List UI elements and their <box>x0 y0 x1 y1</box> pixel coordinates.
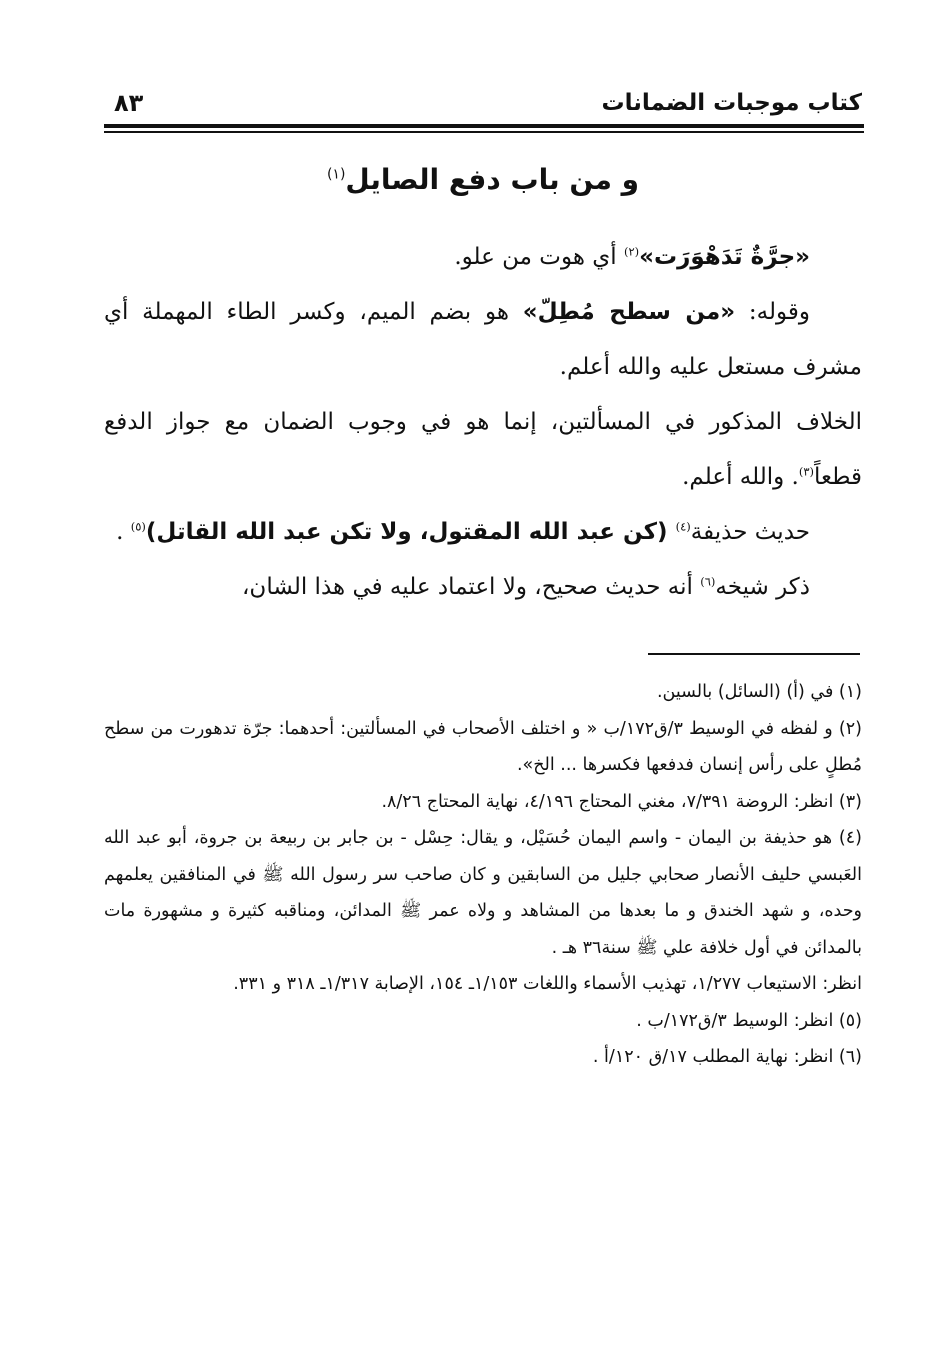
paragraph <box>104 560 862 615</box>
running-title: كتاب موجبات الضمانات <box>601 90 862 116</box>
footnote-ref: (١) <box>326 166 346 183</box>
chapter-title <box>104 158 862 202</box>
header-rule-thin <box>104 131 864 133</box>
hadith-quote: (كن عبد الله المقتول، ولا تكن عبد الله القاتل) <box>145 519 676 545</box>
page-header <box>104 86 862 126</box>
paragraph <box>104 505 862 560</box>
footnote-ref: (٥) <box>130 519 146 534</box>
footnote: (٣) انظر: الروضة ٧/٣٩١، مغني المحتاج ٤/١٩٦، نهاية المحتاج ٨/٢٦. <box>381 791 862 812</box>
footnote: (٢) و لفظه في الوسيط ٣/ق١٧٢/ب « و اختلف الأصحاب في المسألتين: أحدهما: جرّة تدهورت من سطح مُطلٍ على رأس إنسان فدفعها فكسرها ... الخ». <box>104 718 862 775</box>
paragraph-text: الخلاف المذكور في المسألتين، إنما هو في وجوب الضمان مع جواز الدفع قطعاً <box>104 409 862 490</box>
quoted-term: «من سطح مُطِلّ» <box>522 299 736 325</box>
footnote-ref: (٤) <box>675 519 691 534</box>
footnote-ref: (٦) <box>700 574 716 589</box>
paragraph-tail: . <box>116 519 131 545</box>
footnotes <box>104 674 862 1076</box>
paragraph <box>104 230 862 285</box>
paragraph-lead: ذكر شيخه <box>715 574 810 600</box>
footnote-sources: انظر: الاستيعاب ١/٢٧٧، تهذيب الأسماء واللغات ١/١٥٣ـ ١٥٤، الإصابة ١/٣١٧ـ ٣١٨ و ٣٣١. <box>233 974 862 994</box>
footnote-separator <box>648 653 860 655</box>
footnote: (١) في (أ) (السائل) بالسين. <box>656 682 862 702</box>
quoted-term: «جرَّةٌ تَدَهْوَرَت» <box>639 244 810 270</box>
paragraph-text: أنه حديث صحيح، ولا اعتماد عليه في هذا الشان، <box>242 574 701 600</box>
footnote: (٦) انظر: نهاية المطلب ١٧/ق ١٢٠/أ . <box>592 1047 862 1067</box>
paragraph-tail: . والله أعلم. <box>682 464 799 490</box>
chapter-title-text: و من باب دفع الصايل <box>345 163 640 196</box>
paragraph-text: هو بضم الميم، وكسر الطاء المهملة أي مشرف مستعل عليه والله أعلم. <box>104 299 862 380</box>
paragraph <box>104 285 862 395</box>
paragraph <box>104 395 862 505</box>
header-rule-thick <box>104 124 864 128</box>
main-text <box>104 230 862 615</box>
footnote-ref: (٢) <box>623 244 640 259</box>
footnote: (٤) هو حذيفة بن اليمان - واسم اليمان حُسَيْل، و يقال: حِسْل - بن جابر بن ربيعة بن جروة، أبو عبد الله العَبسي حليف الأنصار صحابي جليل من السابقين و كان صاحب سر رسول الله ﷺ في المنافقين يعلمهم وحده، و شهد الخندق و ما بعدها من المشاهد و ولاه عمر ﷺ المدائن، ومناقبه كثيرة و مشهورة مات بالمدائن في أول خلافة علي ﷺ سنة٣٦ هـ . <box>104 828 862 958</box>
footnote: (٥) انظر: الوسيط ٣/ق١٧٢/ب . <box>636 1010 862 1031</box>
paragraph-lead: وقوله: <box>735 299 810 325</box>
page-number: ٨٣ <box>114 89 144 117</box>
footnote-ref: (٣) <box>798 464 815 479</box>
paragraph-lead: حديث حذيفة <box>690 519 810 545</box>
paragraph-text: أي هوت من علو. <box>454 244 624 270</box>
